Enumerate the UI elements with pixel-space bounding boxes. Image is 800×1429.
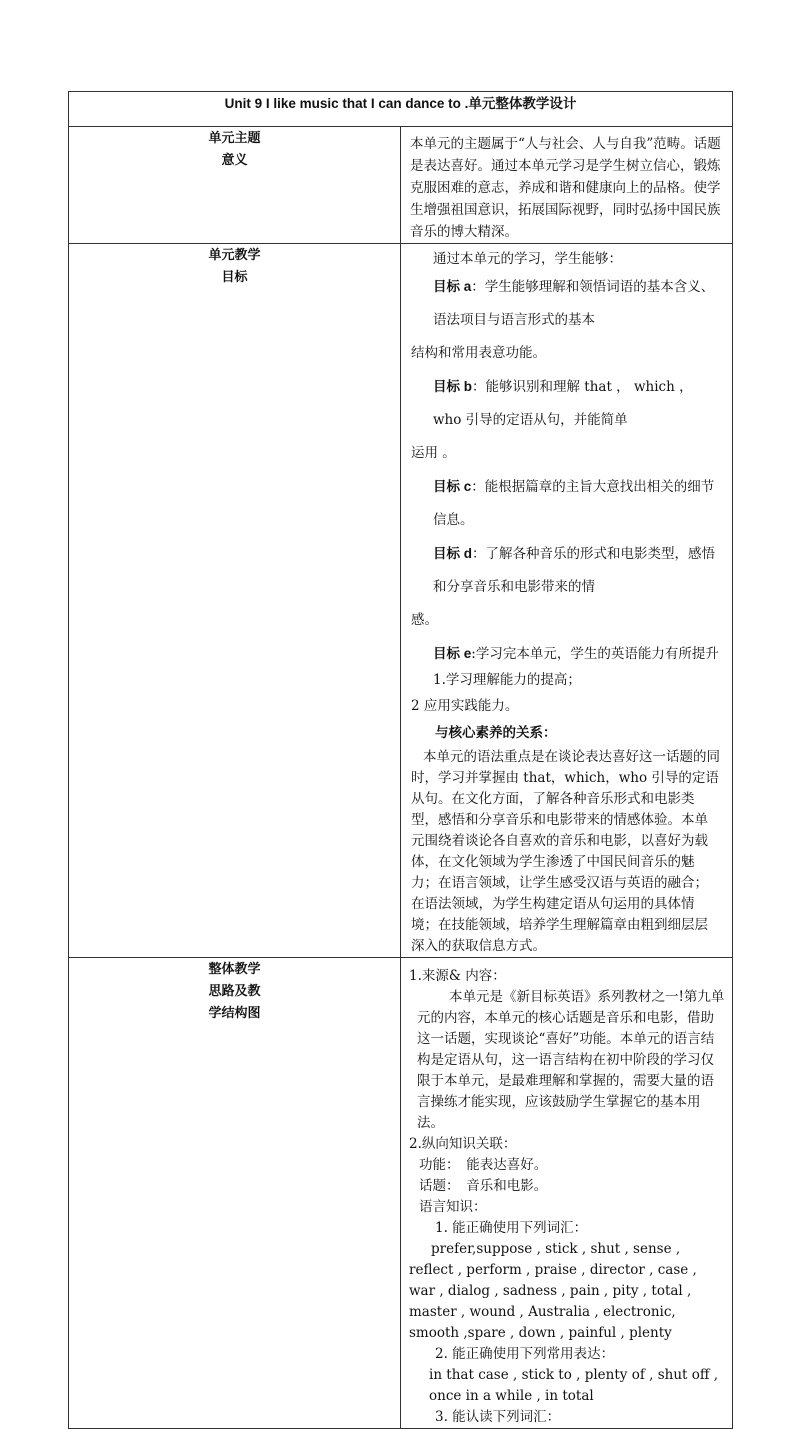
read-heading: 3. 能认读下列词汇： [435,1409,561,1425]
theme-label-line2: 意义 [221,152,248,167]
plan-label [69,958,401,1429]
goal-d-text: ：了解各种音乐的形式和电影类型，感悟和分享音乐和电影带来的情 [433,546,715,595]
goal-c-text: ：能根据篇章的主旨大意找出相关的细节信息。 [433,479,715,528]
expr-text: in that case , stick to , plenty of , shut off , once in a while , in total [429,1367,719,1404]
function-line: 功能： 能表达喜好。 [419,1157,548,1173]
theme-text: 本单元的主题属于“人与社会、人与自我”范畴。话题是表达喜好。通过本单元学习是学生树立信心，锻炼克服困难的意志，养成和谐和健康向上的品格。使学生增强祖国意识，拓展国际视野，同时弘扬中国民族音乐的博大精深。 [410,136,721,240]
document-title: Unit 9 I like music that I can dance to .单元整体教学设计 [69,92,733,127]
plan-label-line3: 学结构图 [208,1005,261,1020]
goal-e-cont: 2 应用实践能力。 [411,698,519,714]
goals-label [69,244,401,958]
theme-row [69,127,733,244]
goal-b [411,370,722,437]
goals-row [69,244,733,958]
goals-intro: 通过本单元的学习，学生能够： [433,251,622,267]
vocab-heading: 1. 能正确使用下列词汇： [435,1220,588,1236]
topic-line: 话题： 音乐和电影。 [419,1178,548,1194]
lesson-plan-table [68,91,733,1429]
goals-label-line1: 单元教学 [208,247,261,262]
title-row [69,92,733,127]
goal-d [411,537,722,604]
theme-label [69,127,401,244]
goal-e-text: :学习完本单元，学生的英语能力有所提升 1.学习理解能力的提高； [433,646,719,688]
core-title: 与核心素养的关系： [435,725,557,741]
goals-label-line2: 目标 [221,269,248,284]
goal-b-text: ：能够识别和理解 that ， which ， who 引导的定语从句，并能简单 [433,379,693,428]
plan-label-line2: 思路及教 [208,983,261,998]
link-heading: 2.纵向知识关联： [409,1136,517,1152]
goal-d-cont: 感。 [411,612,438,628]
plan-row [69,958,733,1429]
language-heading: 语言知识： [419,1199,487,1215]
plan-label-line1: 整体教学 [208,961,261,976]
goals-content [401,244,733,958]
theme-content [401,127,733,244]
source-text: 本单元是《新目标英语》系列教材之一!第九单元的内容，本单元的核心话题是音乐和电影，借助这一话题，实现谈论“喜好”功能。本单元的语言结构是定语从句，这一语言结构在初中阶段的学习仅限于本单元，是最难理解和掌握的，需要大量的语言操练才能实现，应该鼓励学生掌握它的基本用法。 [417,989,725,1131]
goal-e-label: 目标 e [433,646,472,661]
vocab-text: prefer,suppose , stick , shut , sense , reflect , perform , praise , director , case , war , dialog , sadness , pain , pity , total , master , wound , Australia , electronic, smooth ,spare , down , painful , plenty [409,1241,697,1341]
plan-content [401,958,733,1429]
goal-a-label: 目标 a [433,279,472,294]
goal-c [411,470,722,537]
source-heading: 1.来源& 内容： [409,968,506,984]
goal-c-label: 目标 c [433,479,472,494]
goal-e [411,641,722,693]
goal-a-cont: 结构和常用表意功能。 [411,345,546,361]
core-text: 本单元的语法重点是在谈论表达喜好这一话题的同时，学习并掌握由 that，which，who 引导的定语从句。在文化方面，了解各种音乐形式和电影类型，感悟和分享音乐和电影带来的情感体验。本单元围绕着谈论各自喜欢的音乐和电影，以喜好为载体，在文化领域为学生渗透了中国民间音乐的魅力；在语言领域，让学生感受汉语与英语的融合；在语法领域，为学生构建定语从句运用的具体情境；在技能领域，培养学生理解篇章由粗到细层层深入的获取信息方式。 [411,749,720,954]
expr-heading: 2. 能正确使用下列常用表达： [435,1346,615,1362]
goal-d-label: 目标 d [433,546,472,561]
goal-a-text: ：学生能够理解和领悟词语的基本含义、语法项目与语言形式的基本 [433,279,715,328]
goal-a [411,270,722,337]
goal-b-cont: 运用 。 [411,445,456,461]
goal-b-label: 目标 b [433,379,472,394]
theme-label-line1: 单元主题 [208,130,261,145]
